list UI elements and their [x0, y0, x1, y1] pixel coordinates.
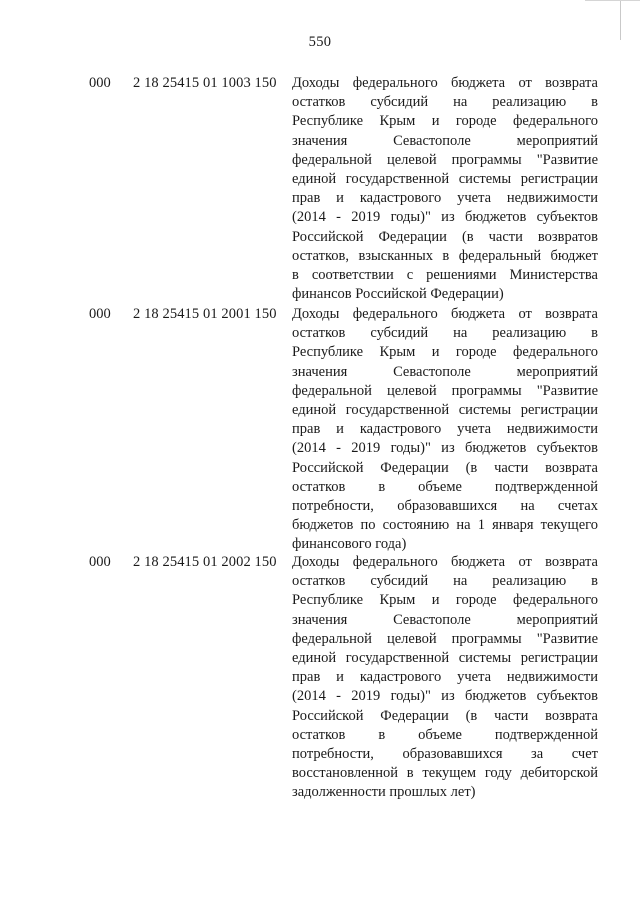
classification-code: 2 18 25415 01 2002 150 — [133, 554, 277, 570]
description-line: остатков субсидий на реализацию в — [292, 573, 598, 590]
description-line: Республике Крым и городе федерального — [292, 344, 598, 361]
description-line: прав и кадастрового учета недвижимости — [292, 669, 598, 686]
description-line: значения Севастополе мероприятий — [292, 132, 598, 149]
description-line: остатков субсидий на реализацию в — [292, 325, 598, 342]
description-line: (2014 - 2019 годы)" из бюджетов субъектов — [292, 209, 598, 226]
description-line: Доходы федерального бюджета от возврата — [292, 306, 598, 322]
classification-code: 2 18 25415 01 2001 150 — [133, 306, 277, 322]
description-line: (2014 - 2019 годы)" из бюджетов субъектов — [292, 440, 598, 457]
description-line: в соответствии с решениями Министерства — [292, 267, 598, 284]
description-line: остатков в объеме подтвержденной — [292, 726, 598, 743]
scan-edge-line-top — [585, 0, 640, 1]
description-line: остатков в объеме подтвержденной — [292, 478, 598, 495]
description-line: потребности, образовавшихся на счетах — [292, 498, 598, 515]
description-line: единой государственной системы регистрации — [292, 402, 598, 419]
description-line: значения Севастополе мероприятий — [292, 363, 598, 380]
description-line: единой государственной системы регистрации — [292, 650, 598, 667]
entry-description — [292, 305, 598, 555]
description-line: Российской Федерации (в части возвратов — [292, 228, 598, 245]
description-line: восстановленной в текущем году дебиторской — [292, 765, 598, 782]
description-line: федеральной целевой программы "Развитие — [292, 151, 598, 168]
description-line: федеральной целевой программы "Развитие — [292, 630, 598, 647]
entry-description — [292, 553, 598, 803]
description-line: финансового года) — [292, 536, 407, 553]
admin-code: 000 — [89, 75, 111, 91]
description-line: прав и кадастрового учета недвижимости — [292, 190, 598, 207]
description-line: Российской Федерации (в части возврата — [292, 707, 598, 724]
description-line: Доходы федерального бюджета от возврата — [292, 75, 598, 91]
description-line: потребности, образовавшихся за счет — [292, 746, 598, 763]
description-line: остатков субсидий на реализацию в — [292, 94, 598, 111]
description-line: бюджетов по состоянию на 1 января текущего — [292, 517, 598, 534]
description-line: финансов Российской Федерации) — [292, 286, 504, 303]
entry-description — [292, 74, 598, 304]
admin-code: 000 — [89, 306, 111, 322]
description-line: Российской Федерации (в части возврата — [292, 459, 598, 476]
description-line: (2014 - 2019 годы)" из бюджетов субъектов — [292, 688, 598, 705]
description-line: Республике Крым и городе федерального — [292, 592, 598, 609]
classification-code: 2 18 25415 01 1003 150 — [133, 75, 277, 91]
description-line: задолженности прошлых лет) — [292, 784, 476, 801]
description-line: Республике Крым и городе федерального — [292, 113, 598, 130]
description-line: прав и кадастрового учета недвижимости — [292, 421, 598, 438]
admin-code: 000 — [89, 554, 111, 570]
description-line: федеральной целевой программы "Развитие — [292, 382, 598, 399]
description-line: Доходы федерального бюджета от возврата — [292, 554, 598, 570]
description-line: остатков, взысканных в федеральный бюджет — [292, 247, 598, 264]
description-line: единой государственной системы регистрации — [292, 171, 598, 188]
page-number: 550 — [308, 34, 332, 50]
description-line: значения Севастополе мероприятий — [292, 611, 598, 628]
